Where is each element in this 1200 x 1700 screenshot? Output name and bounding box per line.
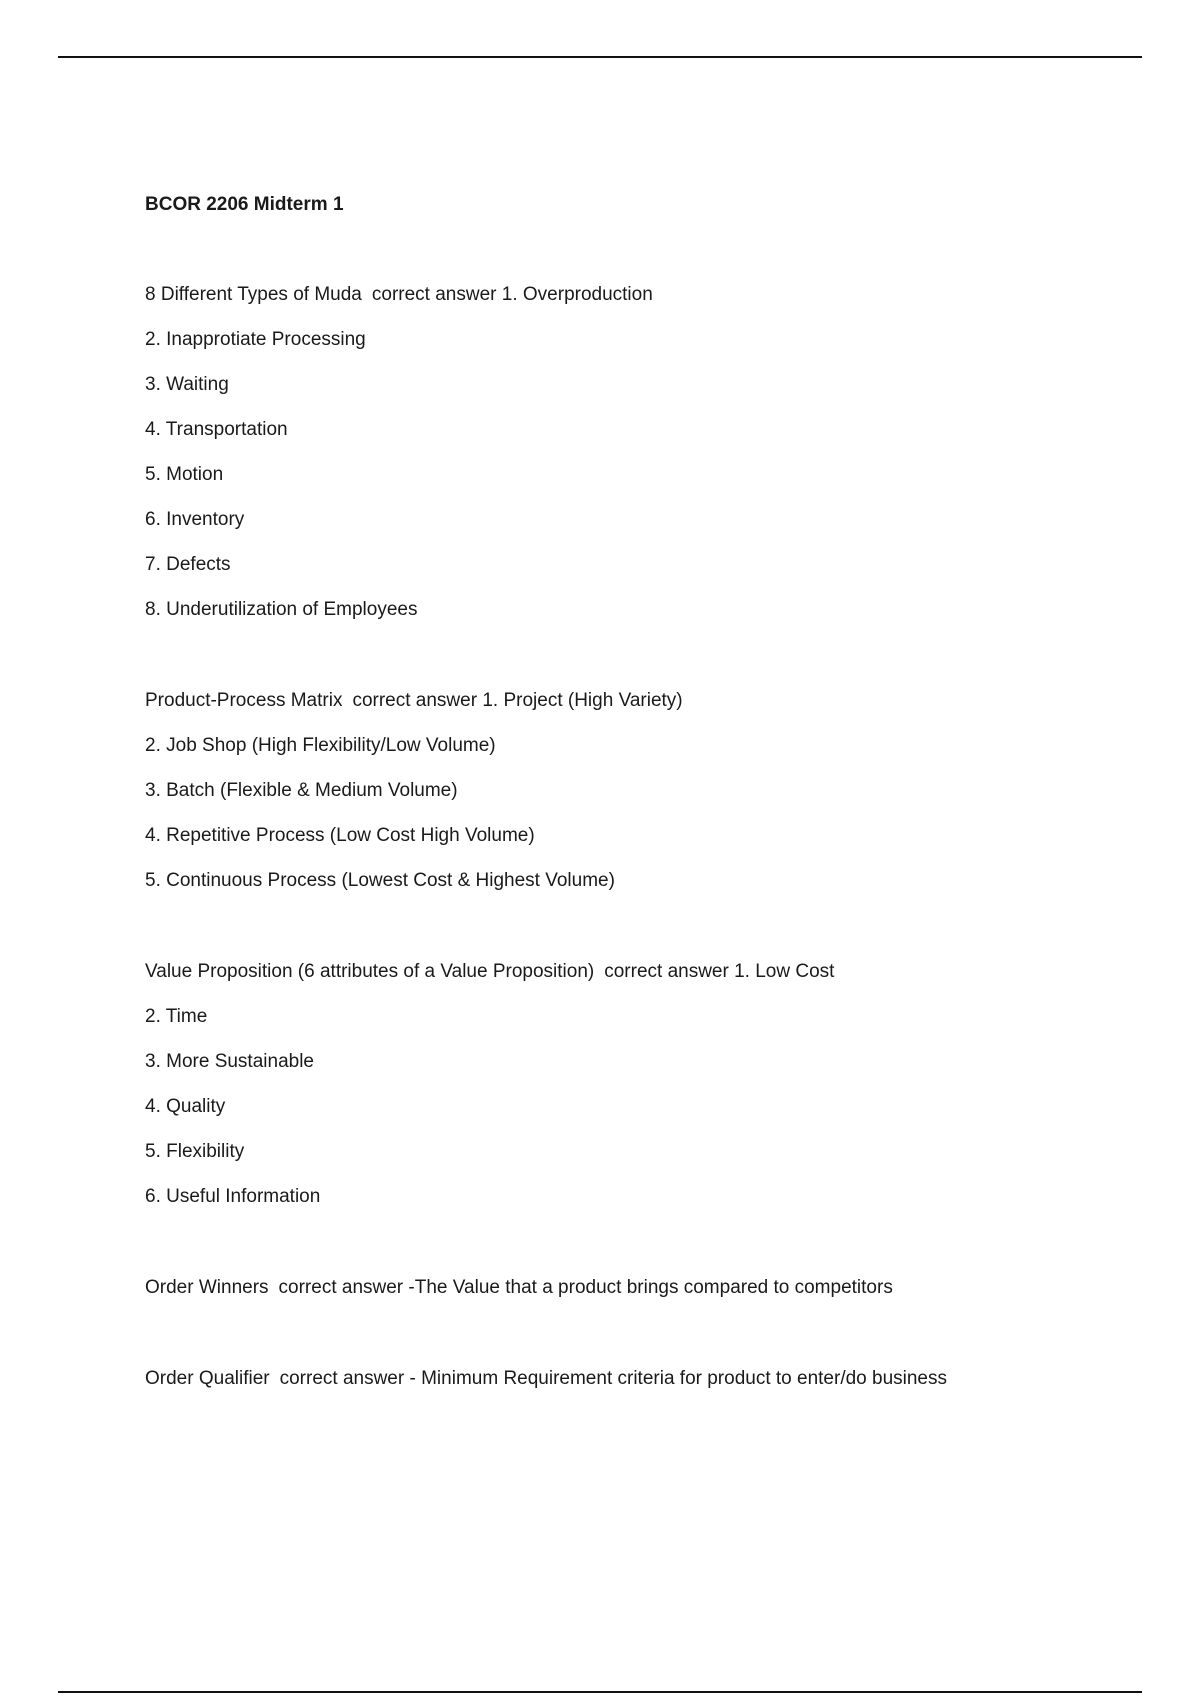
qa-card bbox=[145, 689, 1145, 893]
answer-label: correct answer bbox=[278, 1277, 404, 1298]
question-text: Order Qualifier bbox=[145, 1368, 270, 1389]
answer-line: 2. Job Shop (High Flexibility/Low Volume) bbox=[145, 735, 496, 756]
answer-line: 5. Continuous Process (Lowest Cost & Highest Volume) bbox=[145, 870, 615, 891]
answer-text: -The Value that a product brings compared to competitors bbox=[408, 1277, 893, 1298]
qa-question-line bbox=[145, 283, 1145, 307]
answer-line: 7. Defects bbox=[145, 554, 231, 575]
answer-line: 6. Inventory bbox=[145, 509, 245, 530]
answer-line: 5. Motion bbox=[145, 464, 224, 485]
answer-line: 2. Time bbox=[145, 1006, 208, 1027]
top-rule bbox=[58, 56, 1142, 58]
document-title: BCOR 2206 Midterm 1 bbox=[145, 194, 344, 215]
answer-line: 6. Useful Information bbox=[145, 1186, 321, 1207]
document-body bbox=[145, 193, 1145, 1391]
answer-line: 3. Waiting bbox=[145, 374, 229, 395]
qa-question-line bbox=[145, 1276, 1145, 1300]
answer-label: correct answer bbox=[371, 284, 497, 305]
answer-text: - Minimum Requirement criteria for product to enter/do business bbox=[409, 1368, 948, 1389]
qa-list bbox=[145, 283, 1145, 1391]
answer-line: 5. Flexibility bbox=[145, 1141, 245, 1162]
answer-line: 4. Quality bbox=[145, 1096, 226, 1117]
answer-line: 8. Underutilization of Employees bbox=[145, 599, 418, 620]
answer-line: 2. Inapprotiate Processing bbox=[145, 329, 366, 350]
question-text: 8 Different Types of Muda bbox=[145, 284, 362, 305]
answer-label: correct answer bbox=[279, 1368, 405, 1389]
question-text: Order Winners bbox=[145, 1277, 269, 1298]
qa-card bbox=[145, 283, 1145, 622]
question-text: Product-Process Matrix bbox=[145, 690, 343, 711]
qa-card bbox=[145, 960, 1145, 1209]
answer-text: 1. Overproduction bbox=[501, 284, 653, 305]
answer-line: 3. More Sustainable bbox=[145, 1051, 314, 1072]
qa-card bbox=[145, 1276, 1145, 1300]
question-text: Value Proposition (6 attributes of a Value Proposition) bbox=[145, 961, 595, 982]
qa-card bbox=[145, 1367, 1145, 1391]
qa-question-line bbox=[145, 1367, 1145, 1391]
qa-question-line bbox=[145, 689, 1145, 713]
answer-text: 1. Low Cost bbox=[734, 961, 835, 982]
answer-text: 1. Project (High Variety) bbox=[482, 690, 683, 711]
qa-question-line bbox=[145, 960, 1145, 984]
bottom-rule bbox=[58, 1691, 1142, 1693]
answer-label: correct answer bbox=[604, 961, 729, 982]
answer-line: 3. Batch (Flexible & Medium Volume) bbox=[145, 780, 458, 801]
answer-label: correct answer bbox=[352, 690, 478, 711]
answer-line: 4. Transportation bbox=[145, 419, 288, 440]
answer-line: 4. Repetitive Process (Low Cost High Volume) bbox=[145, 825, 535, 846]
